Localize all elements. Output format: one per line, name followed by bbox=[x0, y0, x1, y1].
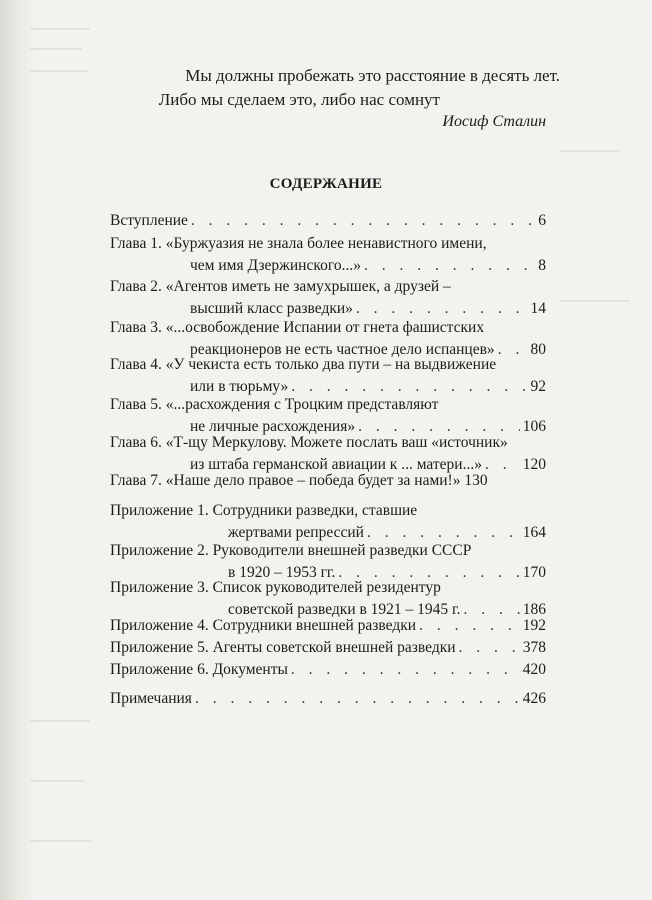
toc-entry-title: Приложение 3. Список руководителей резидентур bbox=[110, 579, 441, 596]
epigraph-line-2: Либо мы сделаем это, либо нас сомнут bbox=[158, 90, 440, 109]
toc-page-number: 120 bbox=[522, 456, 546, 473]
contents-title: СОДЕРЖАНИЕ bbox=[269, 176, 383, 192]
toc-entry[interactable] bbox=[110, 615, 546, 637]
toc-page-number: 130 bbox=[464, 472, 488, 489]
toc-entry-title: Приложение 2. Руководители внешней разведки СССР bbox=[110, 542, 472, 559]
toc-entry-title: Приложение 6. Документы bbox=[110, 661, 288, 678]
show-through-line bbox=[30, 28, 90, 30]
toc-entry-title-cont: не личные расхождения» bbox=[190, 418, 356, 435]
toc-page-number: 186 bbox=[522, 601, 546, 618]
toc-entry-title: Глава 2. «Агентов иметь не замухрышек, а друзей – bbox=[110, 278, 451, 295]
show-through-line bbox=[30, 780, 85, 782]
toc-entry[interactable] bbox=[110, 688, 546, 710]
toc-page-number: 420 bbox=[522, 661, 546, 678]
toc-entry-title-cont: из штаба германской авиации к ... матери...» bbox=[190, 456, 482, 473]
toc-page-number: 192 bbox=[522, 617, 546, 634]
epigraph-author: Иосиф Сталин bbox=[442, 113, 546, 130]
toc-entry-title: Глава 6. «Т-щу Меркулову. Можете послать ваш «источник» bbox=[110, 434, 508, 451]
toc-entry-title: Глава 5. «...расхождения с Троцким представляют bbox=[110, 396, 439, 413]
show-through-line bbox=[30, 840, 92, 842]
toc-entry-title: Примечания bbox=[110, 690, 192, 707]
leader-dots bbox=[459, 637, 520, 659]
leader-dots bbox=[191, 210, 535, 232]
toc-entry[interactable] bbox=[110, 470, 546, 492]
toc-entry-title: Глава 7. «Наше дело правое – победа будет за нами!» bbox=[110, 472, 461, 489]
leader-dots bbox=[195, 688, 520, 710]
show-through-line bbox=[30, 48, 82, 50]
show-through-line bbox=[560, 300, 630, 302]
toc-page-number: 170 bbox=[522, 564, 546, 581]
page-spine-shadow bbox=[0, 0, 36, 900]
toc-page-number: 14 bbox=[530, 300, 546, 317]
leader-dots bbox=[291, 659, 520, 681]
toc-entry-title-cont: жертвами репрессий bbox=[228, 524, 364, 541]
toc-page-number: 106 bbox=[522, 418, 546, 435]
toc-page-number: 8 bbox=[538, 257, 546, 274]
toc-entry[interactable] bbox=[110, 276, 546, 320]
toc-entry-title: Глава 3. «...освобождение Испании от гнета фашистских bbox=[110, 319, 485, 336]
show-through-line bbox=[30, 720, 90, 722]
toc-entry-title: Глава 4. «У чекиста есть только два пути – на выдвижение bbox=[110, 356, 497, 373]
toc-entry-title: Приложение 5. Агенты советской внешней разведки bbox=[110, 639, 456, 656]
leader-dots bbox=[419, 615, 520, 637]
toc-entry-title: Приложение 1. Сотрудники разведки, ставшие bbox=[110, 502, 418, 519]
toc-page-number: 164 bbox=[522, 524, 546, 541]
toc-entry-title-cont: советской разведки в 1921 – 1945 г. bbox=[228, 601, 461, 618]
toc-page-number: 6 bbox=[538, 212, 546, 229]
toc-page-number: 80 bbox=[530, 341, 546, 358]
toc-page-number: 92 bbox=[530, 378, 546, 395]
toc-entry-title-cont: реакционеров не есть частное дело испанцев» bbox=[190, 341, 495, 358]
toc-entry-title: Вступление bbox=[110, 212, 188, 229]
toc-entry[interactable] bbox=[110, 659, 546, 681]
leader-dots bbox=[364, 255, 535, 277]
toc-page-number: 378 bbox=[522, 639, 546, 656]
toc-entry-title: Приложение 4. Сотрудники внешней разведки bbox=[110, 617, 417, 634]
show-through-line bbox=[560, 150, 620, 152]
toc-entry-title-cont: высший класс разведки» bbox=[190, 300, 353, 317]
toc-entry[interactable] bbox=[110, 500, 546, 544]
toc-page-number: 426 bbox=[522, 690, 546, 707]
toc-entry[interactable] bbox=[110, 637, 546, 659]
epigraph-line-1: Мы должны пробежать это расстояние в десять лет. bbox=[185, 66, 560, 85]
toc-entry[interactable] bbox=[110, 233, 546, 277]
toc-entry-title-cont: или в тюрьму» bbox=[190, 378, 289, 395]
toc-entry[interactable] bbox=[110, 354, 546, 398]
toc-entry-title: Глава 1. «Буржуазия не знала более ненавистного имени, bbox=[110, 235, 487, 252]
toc-entry-title-cont: в 1920 – 1953 гг. bbox=[228, 564, 336, 581]
toc-entry[interactable] bbox=[110, 210, 546, 232]
toc-entry-title-cont: чем имя Дзержинского...» bbox=[190, 257, 361, 274]
